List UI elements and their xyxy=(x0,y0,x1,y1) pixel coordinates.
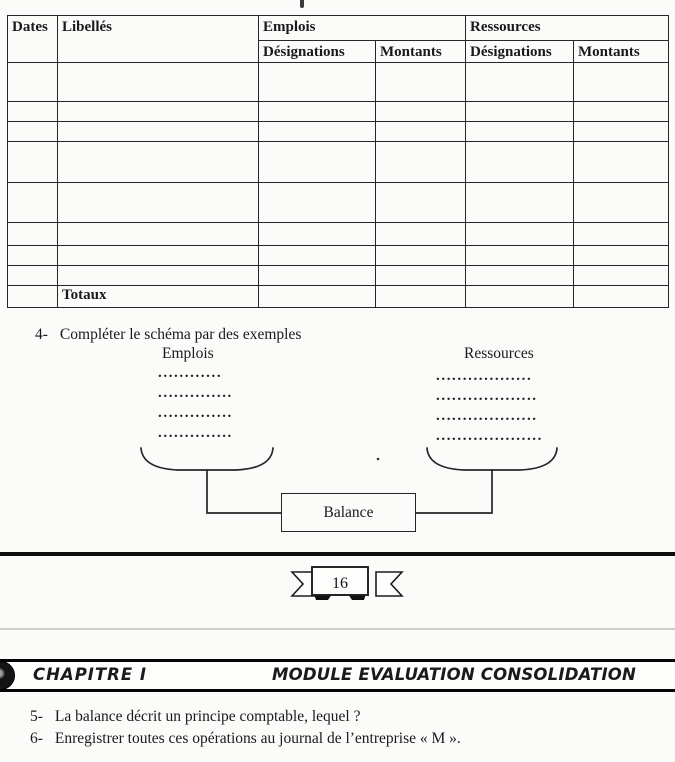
empty-cell xyxy=(58,121,259,141)
table-empty-row xyxy=(8,245,669,265)
exercise-6-number: 6- xyxy=(30,730,43,747)
table-empty-row xyxy=(8,265,669,285)
empty-cell xyxy=(8,121,58,141)
empty-cell xyxy=(466,265,574,285)
empty-cell xyxy=(376,265,466,285)
dotted-line: .................. xyxy=(436,368,533,384)
empty-cell xyxy=(574,182,669,222)
column-header-montants-ressources: Montants xyxy=(574,41,669,63)
exercise-4-text: Compléter le schéma par des exemples xyxy=(59,326,302,343)
empty-cell xyxy=(574,101,669,121)
empty-cell xyxy=(376,222,466,245)
empty-cell xyxy=(466,141,574,182)
column-header-montants-emplois: Montants xyxy=(376,41,466,63)
balance-label: Balance xyxy=(323,503,374,521)
exercise-5-number: 5- xyxy=(30,708,43,725)
section-divider-rule xyxy=(0,552,675,556)
dotted-line: ................... xyxy=(436,408,538,424)
empty-cell xyxy=(259,121,376,141)
empty-cell xyxy=(466,245,574,265)
empty-cell xyxy=(376,285,466,307)
exercise-4-line xyxy=(35,326,301,344)
empty-cell xyxy=(574,62,669,101)
exercise-5-text: La balance décrit un principe comptable, lequel ? xyxy=(54,708,361,725)
exercise-6-line xyxy=(30,730,461,748)
scan-artifact-mark xyxy=(300,0,304,8)
totals-label: Totaux xyxy=(58,285,259,307)
column-header-dates: Dates xyxy=(8,16,58,63)
empty-cell xyxy=(259,101,376,121)
empty-cell xyxy=(58,222,259,245)
empty-cell xyxy=(259,285,376,307)
empty-cell xyxy=(259,222,376,245)
empty-cell xyxy=(466,285,574,307)
ribbon-right-tail xyxy=(376,572,402,596)
dotted-line: .............. xyxy=(158,425,233,441)
empty-cell xyxy=(574,222,669,245)
empty-cell xyxy=(8,245,58,265)
column-header-libelles: Libellés xyxy=(58,16,259,63)
module-title: MODULE EVALUATION CONSOLIDATION xyxy=(272,665,637,684)
empty-cell xyxy=(259,182,376,222)
empty-cell xyxy=(259,245,376,265)
faint-divider-rule xyxy=(0,628,675,630)
empty-cell xyxy=(466,101,574,121)
empty-cell xyxy=(58,141,259,182)
schema-emplois-label: Emplois xyxy=(162,345,214,362)
column-header-designations-emplois: Désignations xyxy=(259,41,376,63)
empty-cell xyxy=(466,62,574,101)
empty-cell xyxy=(58,62,259,101)
journal-table xyxy=(7,15,669,308)
table-totals-row xyxy=(8,285,669,307)
table-empty-row xyxy=(8,141,669,182)
empty-cell xyxy=(376,101,466,121)
empty-cell xyxy=(376,62,466,101)
empty-cell xyxy=(466,121,574,141)
empty-cell xyxy=(8,182,58,222)
empty-cell xyxy=(58,245,259,265)
table-empty-row xyxy=(8,121,669,141)
dotted-line: .............. xyxy=(158,385,233,401)
empty-cell xyxy=(376,182,466,222)
exercise-5-line xyxy=(30,708,360,726)
table-empty-row xyxy=(8,62,669,101)
page-number-ribbon-icon xyxy=(278,562,413,607)
right-underbrace-icon xyxy=(427,448,557,470)
empty-cell xyxy=(574,121,669,141)
empty-cell xyxy=(8,222,58,245)
dotted-line: .............. xyxy=(158,405,233,421)
schema-ressources-label: Ressources xyxy=(464,345,534,362)
empty-cell xyxy=(376,245,466,265)
empty-cell xyxy=(8,285,58,307)
empty-cell xyxy=(466,182,574,222)
empty-cell xyxy=(574,285,669,307)
empty-cell xyxy=(574,141,669,182)
chapter-header-band xyxy=(0,659,675,692)
exercise-4-number: 4- xyxy=(35,326,48,343)
page-number: 16 xyxy=(332,575,348,592)
column-group-emplois: Emplois xyxy=(259,16,466,41)
empty-cell xyxy=(259,265,376,285)
empty-cell xyxy=(376,141,466,182)
empty-cell xyxy=(574,245,669,265)
empty-cell xyxy=(259,62,376,101)
dotted-line: ................... xyxy=(436,388,538,404)
scan-dot-artifact xyxy=(377,458,380,461)
empty-cell xyxy=(58,182,259,222)
empty-cell xyxy=(8,141,58,182)
dotted-line: .................... xyxy=(436,428,543,444)
ressources-dotted-lines xyxy=(436,366,543,446)
dotted-line: ............ xyxy=(158,365,223,381)
empty-cell xyxy=(8,62,58,101)
balance-box xyxy=(281,493,416,532)
exercise-6-text: Enregistrer toutes ces opérations au journal de l’entreprise « M ». xyxy=(54,730,461,747)
empty-cell xyxy=(259,141,376,182)
left-underbrace-icon xyxy=(141,448,273,470)
empty-cell xyxy=(58,265,259,285)
table-empty-row xyxy=(8,101,669,121)
column-group-ressources: Ressources xyxy=(466,16,669,41)
empty-cell xyxy=(8,265,58,285)
empty-cell xyxy=(376,121,466,141)
chapter-title: CHAPITRE I xyxy=(33,665,148,684)
empty-cell xyxy=(8,101,58,121)
emplois-dotted-lines xyxy=(158,363,233,443)
empty-cell xyxy=(574,265,669,285)
empty-cell xyxy=(58,101,259,121)
empty-cell xyxy=(466,222,574,245)
table-empty-row xyxy=(8,222,669,245)
table-empty-row xyxy=(8,182,669,222)
column-header-designations-ressources: Désignations xyxy=(466,41,574,63)
